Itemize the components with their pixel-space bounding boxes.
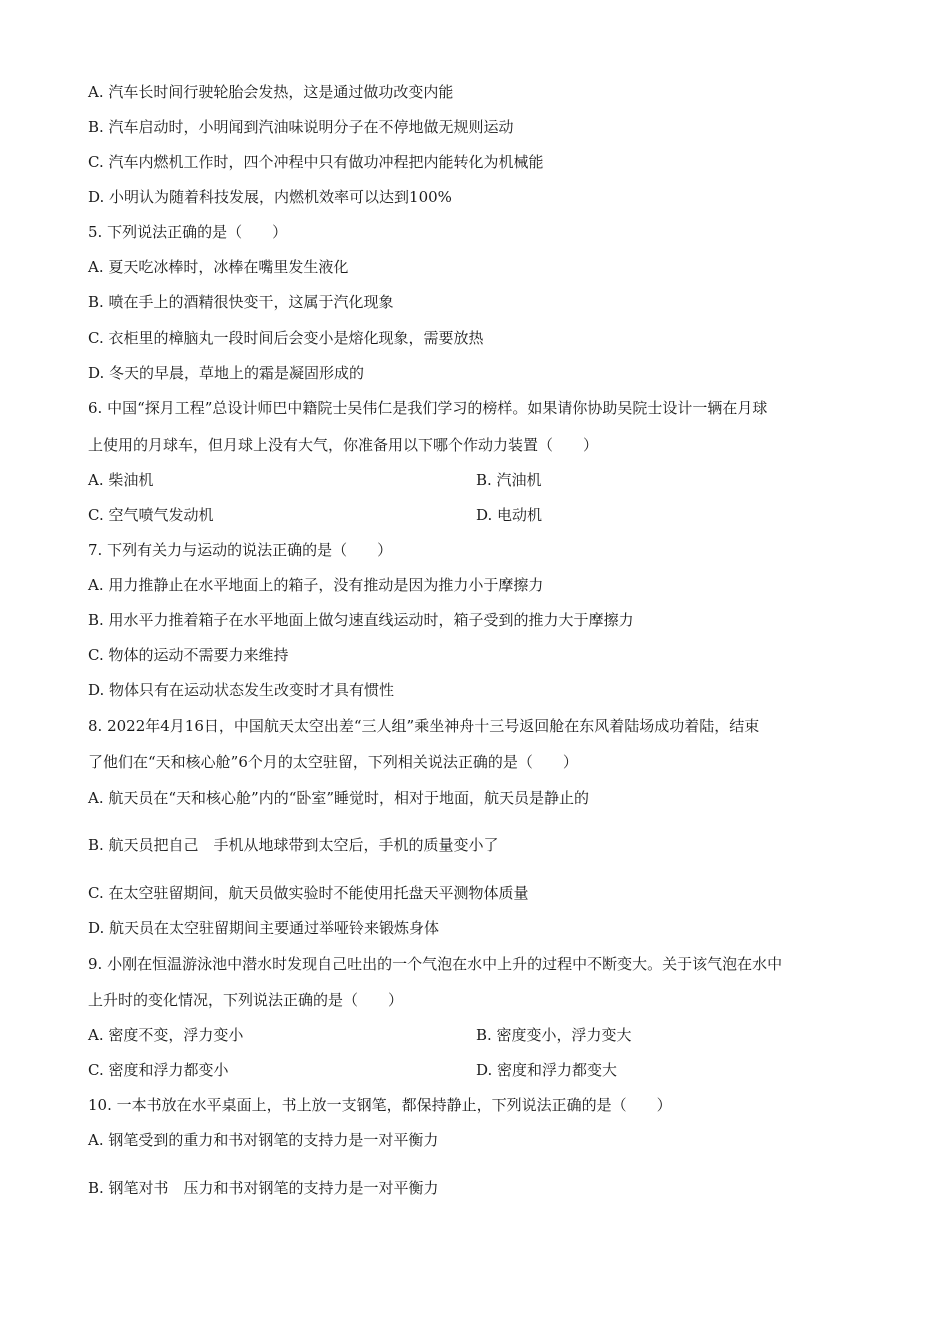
q6-option-c: C. 空气喷气发动机 (88, 506, 214, 524)
q7-option-c: C. 物体的运动不需要力来维持 (88, 646, 289, 664)
q5-option-b: B. 喷在手上的酒精很快变干，这属于汽化现象 (88, 293, 394, 311)
q5-option-a: A. 夏天吃冰棒时，冰棒在嘴里发生液化 (88, 258, 349, 276)
q7-option-a: A. 用力推静止在水平地面上的箱子，没有推动是因为推力小于摩擦力 (88, 576, 544, 594)
q4-option-a: A. 汽车长时间行驶轮胎会发热，这是通过做功改变内能 (88, 83, 454, 101)
q8-option-b: B. 航天员把自己 手机从地球带到太空后，手机的质量变小了 (88, 836, 499, 854)
q9-option-c: C. 密度和浮力都变小 (88, 1061, 229, 1079)
q10-option-b: B. 钢笔对书 压力和书对钢笔的支持力是一对平衡力 (88, 1179, 439, 1197)
q8-option-d: D. 航天员在太空驻留期间主要通过举哑铃来锻炼身体 (88, 919, 440, 937)
q7-stem: 7. 下列有关力与运动的说法正确的是（ ） (88, 541, 393, 559)
q6-stem-line1: 6. 中国“探月工程”总设计师巴中籍院士吴伟仁是我们学习的榜样。如果请你协助吴院士设计一辆在月球 (88, 399, 768, 417)
q5-option-d: D. 冬天的早晨，草地上的霜是凝固形成的 (88, 364, 365, 382)
q8-stem-line2: 了他们在“天和核心舱”6个月的太空驻留，下列相关说法正确的是（ ） (88, 753, 578, 771)
q9-option-b: B. 密度变小，浮力变大 (476, 1026, 632, 1044)
q6-option-d: D. 电动机 (476, 506, 543, 524)
q8-option-c: C. 在太空驻留期间，航天员做实验时不能使用托盘天平测物体质量 (88, 884, 529, 902)
q8-option-a: A. 航天员在“天和核心舱”内的“卧室”睡觉时，相对于地面，航天员是静止的 (88, 789, 590, 807)
q6-option-b: B. 汽油机 (476, 471, 542, 489)
q4-option-b: B. 汽车启动时，小明闻到汽油味说明分子在不停地做无规则运动 (88, 118, 514, 136)
q6-option-a: A. 柴油机 (88, 471, 154, 489)
q7-option-d: D. 物体只有在运动状态发生改变时才具有惯性 (88, 681, 395, 699)
q9-stem-line1: 9. 小刚在恒温游泳池中潜水时发现自己吐出的一个气泡在水中上升的过程中不断变大。关于该气泡在水中 (88, 955, 783, 973)
q5-stem: 5. 下列说法正确的是（ ） (88, 223, 288, 241)
q9-option-d: D. 密度和浮力都变大 (476, 1061, 618, 1079)
q6-stem-line2: 上使用的月球车，但月球上没有大气，你准备用以下哪个作动力装置（ ） (88, 436, 599, 454)
q9-stem-line2: 上升时的变化情况，下列说法正确的是（ ） (88, 991, 404, 1009)
q5-option-c: C. 衣柜里的樟脑丸一段时间后会变小是熔化现象，需要放热 (88, 329, 484, 347)
q7-option-b: B. 用水平力推着箱子在水平地面上做匀速直线运动时，箱子受到的推力大于摩擦力 (88, 611, 634, 629)
q9-option-a: A. 密度不变，浮力变小 (88, 1026, 244, 1044)
q10-option-a: A. 钢笔受到的重力和书对钢笔的支持力是一对平衡力 (88, 1131, 439, 1149)
q10-stem: 10. 一本书放在水平桌面上，书上放一支钢笔，都保持静止，下列说法正确的是（ ） (88, 1096, 672, 1114)
q8-stem-line1: 8. 2022年4月16日，中国航天太空出差“三人组”乘坐神舟十三号返回舱在东风着陆场成功着陆，结束 (88, 717, 760, 735)
q4-option-d: D. 小明认为随着科技发展，内燃机效率可以达到100% (88, 188, 452, 206)
q4-option-c: C. 汽车内燃机工作时，四个冲程中只有做功冲程把内能转化为机械能 (88, 153, 544, 171)
